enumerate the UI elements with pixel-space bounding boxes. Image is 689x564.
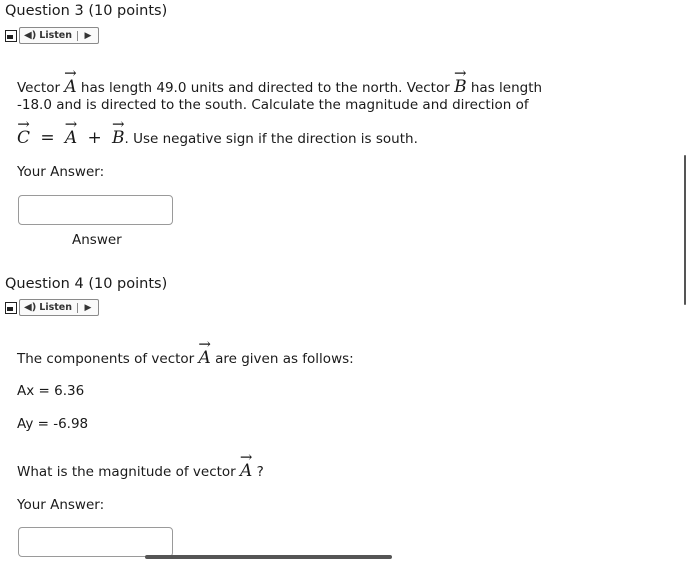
listen-button[interactable] [19,299,99,316]
question-4-answer-input[interactable] [18,527,173,557]
text-components-end: are given as follows: [215,351,354,367]
play-icon[interactable]: ▶ [77,31,98,41]
question-3-line-2: -18.0 and is directed to the south. Calculate the magnitude and direction of [17,97,529,113]
listen-label: Listen [39,30,72,41]
vector-a-q4: → A [199,348,211,368]
text-line1-end: has length [470,80,543,96]
component-ax: Ax = 6.36 [17,383,85,399]
question-3-line-1 [17,77,542,97]
question-3-answer-caption: Answer [72,232,122,248]
vector-c: → C [17,128,30,148]
question-mark: ? [256,464,264,480]
vector-b: → B [454,77,467,97]
text-components: The components of vector [17,351,195,367]
question-3-your-answer-label: Your Answer: [17,164,105,180]
listen-label: Listen [39,302,72,313]
vector-b-2: → B [112,128,125,148]
question-4-components-line [17,348,354,368]
question-text: What is the magnitude of vector [17,464,236,480]
vector-a-q4-2: → A [240,461,252,481]
checkbox-icon[interactable] [5,302,17,314]
question-4-title [5,276,167,292]
speaker-icon: ◀) [24,302,37,313]
question-3-listen-bar [5,27,99,44]
question-4-label: Question 4 [5,276,84,292]
question-3-line-3 [17,128,418,148]
play-icon[interactable]: ▶ [77,303,98,313]
text-vector: Vector [17,80,61,96]
question-4-listen-bar [5,299,99,316]
listen-button[interactable] [19,27,99,44]
vector-a-2: → A [65,128,77,148]
speaker-icon: ◀) [24,30,37,41]
question-3-answer-input[interactable] [18,195,173,225]
vector-a: → A [64,77,76,97]
equals-sign: = [40,128,55,148]
vertical-scrollbar[interactable] [684,155,686,305]
checkbox-icon[interactable] [5,30,17,42]
question-4-your-answer-label: Your Answer: [17,497,105,513]
question-3-label: Question 3 [5,3,84,19]
plus-sign: + [87,128,102,148]
question-4-points: (10 points) [88,276,168,292]
question-3-points: (10 points) [88,3,168,19]
text-line1-mid: has length 49.0 units and directed to the north. Vector [80,80,450,96]
horizontal-scrollbar[interactable] [145,555,392,559]
text-line3-end: . Use negative sign if the direction is south. [124,131,418,147]
question-4-question-line [17,461,264,481]
question-3-title [5,3,167,19]
component-ay: Ay = -6.98 [17,416,89,432]
